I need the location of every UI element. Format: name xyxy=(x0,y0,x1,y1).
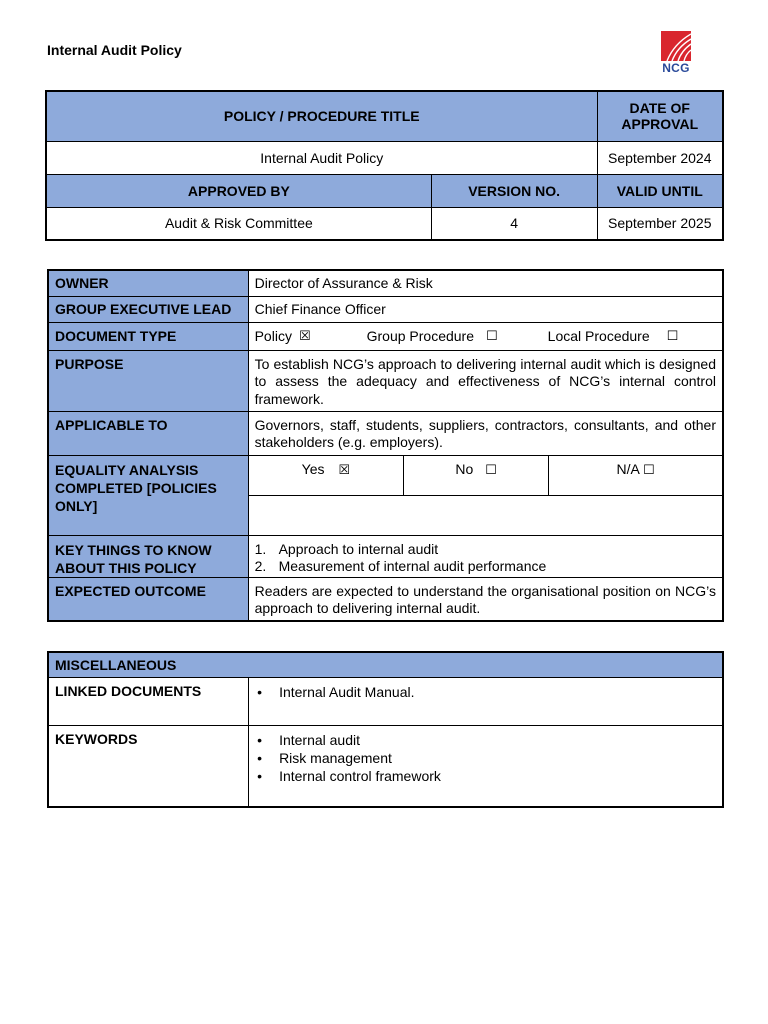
applicable-to-label: APPLICABLE TO xyxy=(48,411,248,455)
equality-analysis-label: EQUALITY ANALYSIS COMPLETED [POLICIES ONLY] xyxy=(48,455,248,535)
list-item-text: Approach to internal audit xyxy=(278,540,439,557)
approval-table xyxy=(45,90,724,241)
equality-na-label: N/A xyxy=(616,460,640,477)
key-things-list xyxy=(255,541,716,575)
doc-type-local-checkbox[interactable]: ☐ xyxy=(666,328,679,344)
doc-type-local-label: Local Procedure xyxy=(547,328,650,344)
list-item: • Internal control framework xyxy=(255,767,716,785)
applicable-to-value: Governors, staff, students, suppliers, contractors, consultants, and other stakeholders (e.g. employers). xyxy=(248,411,723,455)
purpose-label: PURPOSE xyxy=(48,350,248,411)
equality-yes-checkbox[interactable]: ☒ xyxy=(338,462,351,478)
ncg-logo xyxy=(658,30,694,76)
equality-no-option xyxy=(404,456,549,496)
equality-no-label: No xyxy=(455,460,474,477)
list-item xyxy=(255,558,716,575)
owner-value: Director of Assurance & Risk xyxy=(248,270,723,296)
document-type-label: DOCUMENT TYPE xyxy=(48,322,248,350)
valid-until-header: VALID UNTIL xyxy=(597,174,723,207)
date-of-approval-header: DATE OF APPROVAL xyxy=(597,91,723,141)
equality-no-checkbox[interactable]: ☐ xyxy=(485,462,497,478)
linked-documents-label: LINKED DOCUMENTS xyxy=(48,677,249,725)
policy-details-table xyxy=(47,269,724,622)
exec-lead-value: Chief Finance Officer xyxy=(248,296,723,322)
doc-type-group-checkbox[interactable]: ☐ xyxy=(486,328,498,344)
equality-na-option xyxy=(549,456,722,496)
list-item-number: 2. xyxy=(254,557,267,574)
policy-title-header: POLICY / PROCEDURE TITLE xyxy=(46,91,597,141)
ncg-logo-mark-icon xyxy=(661,31,691,61)
date-of-approval-value: September 2024 xyxy=(597,141,723,174)
equality-yes-label: Yes xyxy=(301,460,325,477)
list-item-number: 1. xyxy=(254,540,267,557)
ncg-logo-text: NCG xyxy=(662,61,690,75)
list-item xyxy=(255,541,716,558)
list-item: • Risk management xyxy=(255,749,716,767)
list-item-text: Measurement of internal audit performance xyxy=(278,557,547,574)
keywords-label: KEYWORDS xyxy=(48,725,249,807)
policy-title-value: Internal Audit Policy xyxy=(46,141,597,174)
equality-analysis-cell xyxy=(248,455,723,535)
linked-documents-list xyxy=(255,683,716,701)
purpose-value: To establish NCG’s approach to delivering internal audit which is designed to assess the adequacy and effectiveness of NCG’s internal control framework. xyxy=(248,350,723,411)
keywords-list xyxy=(255,731,716,785)
equality-options-grid xyxy=(249,456,722,535)
doc-type-policy-checkbox[interactable]: ☒ xyxy=(298,328,311,344)
document-header-title: Internal Audit Policy xyxy=(47,42,182,58)
miscellaneous-table xyxy=(47,651,724,808)
doc-type-group-label: Group Procedure xyxy=(366,328,475,344)
key-things-value xyxy=(248,535,723,577)
document-type-options xyxy=(248,322,723,350)
list-item: • Internal audit xyxy=(255,731,716,749)
keywords-value xyxy=(249,725,723,807)
miscellaneous-heading: MISCELLANEOUS xyxy=(48,652,723,677)
key-things-label: KEY THINGS TO KNOW ABOUT THIS POLICY xyxy=(48,535,248,577)
owner-label: OWNER xyxy=(48,270,248,296)
list-item: • Internal Audit Manual. xyxy=(255,683,716,701)
doc-type-policy-label: Policy xyxy=(254,328,292,344)
expected-outcome-label: EXPECTED OUTCOME xyxy=(48,577,248,621)
expected-outcome-value: Readers are expected to understand the organisational position on NCG’s approach to delivering internal audit. xyxy=(248,577,723,621)
equality-notes-cell xyxy=(249,496,722,535)
equality-yes-option xyxy=(249,456,404,496)
version-value: 4 xyxy=(431,207,597,240)
approved-by-header: APPROVED BY xyxy=(46,174,431,207)
equality-na-checkbox[interactable]: ☐ xyxy=(642,462,655,478)
approved-by-value: Audit & Risk Committee xyxy=(46,207,431,240)
valid-until-value: September 2025 xyxy=(597,207,723,240)
exec-lead-label: GROUP EXECUTIVE LEAD xyxy=(48,296,248,322)
linked-documents-value xyxy=(249,677,723,725)
version-header: VERSION NO. xyxy=(431,174,597,207)
